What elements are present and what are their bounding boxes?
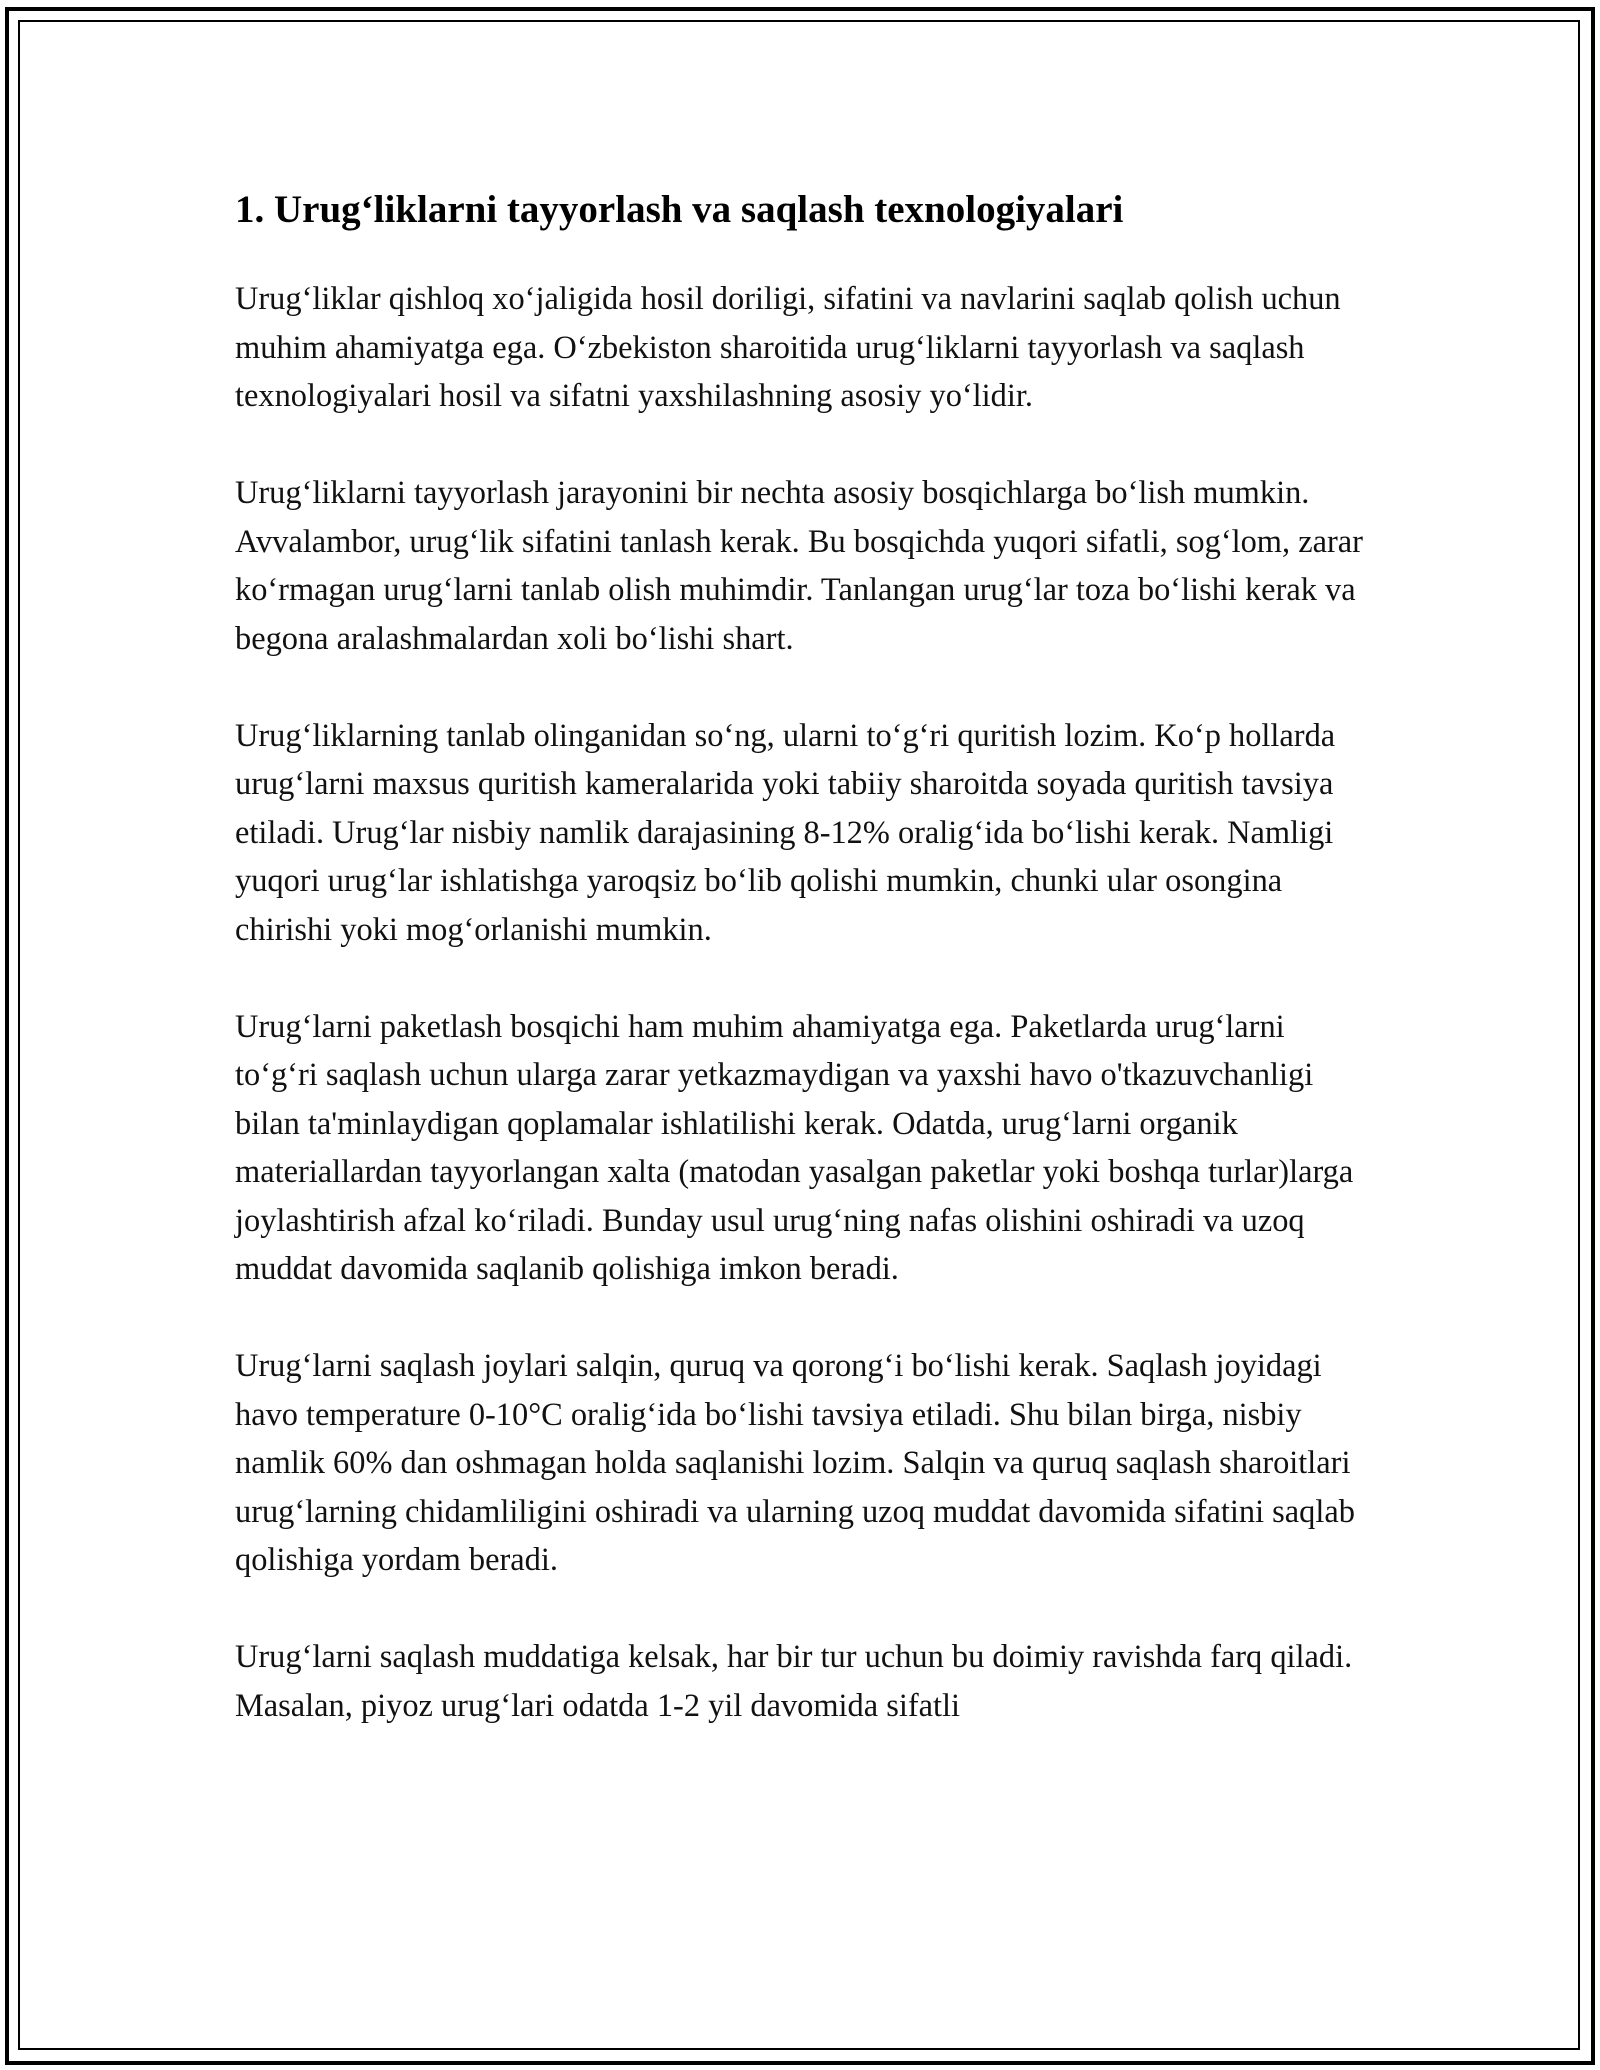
paragraph-packaging: Urug‘larni paketlash bosqichi ham muhim ahamiyatga ega. Paketlarda urug‘larni to‘g‘ri saqlash uchun ularga zarar yetkazmaydigan va yaxshi havo o'tkazuvchanligi bilan ta'minlaydigan qoplamalar ishlatilishi kerak. Odatda, urug‘larni organik materiallardan tayyorlangan xalta (matodan yasalgan paketlar yoki boshqa turlar)larga joylashtirish afzal ko‘riladi. Bunday usul urug‘ning nafas olishini oshiradi va uzoq muddat davomida saqlanib qolishiga imkon beradi. xyxy=(235,1008,1354,1287)
document-body xyxy=(235,185,1370,1779)
section-heading: 1. Urug‘liklarni tayyorlash va saqlash texnologiyalari xyxy=(235,188,1124,231)
paragraph-storage-duration: Urug‘larni saqlash muddatiga kelsak, har bir tur uchun bu doimiy ravishda farq qiladi. Masalan, piyoz urug‘lari odatda 1-2 yil davomida sifatli xyxy=(235,1639,1353,1724)
paragraph-preparation-stages: Urug‘liklarni tayyorlash jarayonini bir nechta asosiy bosqichlarga bo‘lish mumkin. Avvalambor, urug‘lik sifatini tanlash kerak. Bu bosqichda yuqori sifatli, sog‘lom, zarar ko‘rmagan urug‘larni tanlab olish muhimdir. Tanlangan urug‘lar toza bo‘lishi kerak va begona aralashmalardan xoli bo‘lishi shart. xyxy=(235,475,1363,657)
paragraph-drying: Urug‘liklarning tanlab olinganidan so‘ng, ularni to‘g‘ri quritish lozim. Ko‘p hollarda urug‘larni maxsus quritish kameralarida yoki tabiiy sharoitda soyada quritish tavsiya etiladi. Urug‘lar nisbiy namlik darajasining 8-12% oralig‘ida bo‘lishi kerak. Namligi yuqori urug‘lar ishlatishga yaroqsiz bo‘lib qolishi mumkin, chunki ular osongina chirishi yoki mog‘orlanishi mumkin. xyxy=(235,717,1336,948)
paragraph-intro: Urug‘liklar qishloq xo‘jaligida hosil doriligi, sifatini va navlarini saqlab qolish uchun muhim ahamiyatga ega. O‘zbekiston sharoitida urug‘liklarni tayyorlash va saqlash texnologiyalari hosil va sifatni yaxshilashning asosiy yo‘lidir. xyxy=(235,281,1341,414)
paragraph-storage-conditions: Urug‘larni saqlash joylari salqin, quruq va qorong‘i bo‘lishi kerak. Saqlash joyidagi havo temperature 0-10°C oralig‘ida bo‘lishi tavsiya etiladi. Shu bilan birga, nisbiy namlik 60% dan oshmagan holda saqlanishi lozim. Salqin va quruq saqlash sharoitlari urug‘larning chidamliligini oshiradi va ularning uzoq muddat davomida sifatini saqlab qolishiga yordam beradi. xyxy=(235,1348,1355,1578)
